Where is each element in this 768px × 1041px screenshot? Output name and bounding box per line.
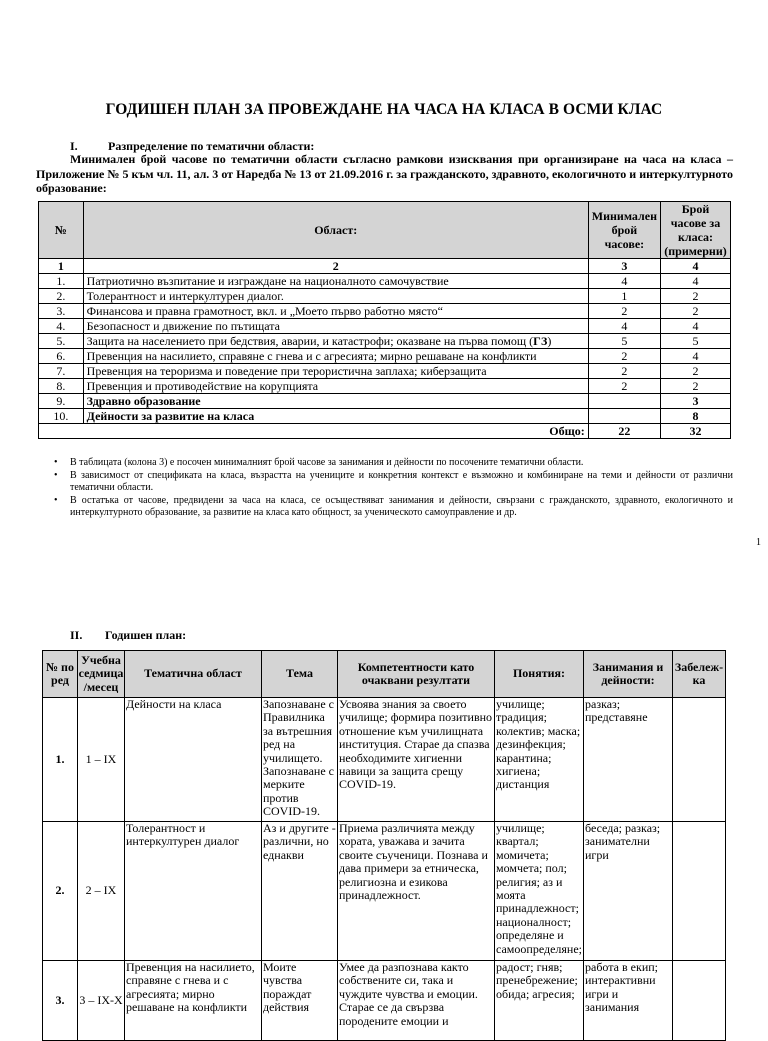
plan-row-topic: Аз и другите - различни, но еднакви (262, 822, 338, 961)
page-number: 1 (756, 537, 761, 548)
plan-header-number: № по ред (43, 651, 78, 698)
table-row (39, 349, 731, 364)
list-item (54, 495, 733, 520)
row-number: 7. (39, 364, 84, 379)
row-min-hours: 2 (588, 304, 660, 319)
plan-row-terms: училище; квартал; момичета; момчета; пол; религия; аз и моята принадлежност; националност; определяне и самоопределяне; (495, 822, 584, 961)
plan-row-area: Толерантност и интеркултурен диалог (125, 822, 262, 961)
plan-row-topic: Запознаване с Правилника за вътрешния ред на училището. Запознаване с мерките против COVID-19. (262, 698, 338, 822)
bullet-icon: • (54, 457, 58, 468)
row-class-hours: 2 (661, 304, 731, 319)
row-area: Финансова и правна грамотност, вкл. и „Моето първо работно място“ (83, 304, 588, 319)
table-row (43, 961, 726, 1041)
row-number: 5. (39, 334, 84, 349)
list-item (54, 470, 733, 495)
row-number: 1. (39, 274, 84, 289)
row-min-hours: 1 (588, 289, 660, 304)
total-class: 32 (661, 424, 731, 439)
table-row (39, 409, 731, 424)
row-number: 3. (39, 304, 84, 319)
table-cell: 4 (661, 259, 731, 274)
row-class-hours: 2 (661, 379, 731, 394)
plan-header-topic: Тема (262, 651, 338, 698)
table-cell: 1 (39, 259, 84, 274)
row-area: Превенция на тероризма и поведение при терористична заплаха; киберзащита (83, 364, 588, 379)
areas-header-class: Брой часове за класа: (примерни) (661, 202, 731, 259)
plan-row-activities: работа в екип; интерактивни игри и занимания (584, 961, 673, 1041)
row-class-hours: 2 (661, 289, 731, 304)
total-min: 22 (588, 424, 660, 439)
section-1-number: I. (70, 139, 78, 153)
areas-index-row (39, 259, 731, 274)
row-area: Безопасност и движение по пътищата (83, 319, 588, 334)
row-class-hours: 2 (661, 364, 731, 379)
plan-row-area: Превенция на насилието, справяне с гнева и с агресията; мирно решаване на конфликти (125, 961, 262, 1041)
plan-row-competences: Усвоява знания за своето училище; формира позитивно отношение към училищната институция. Старае да спазва необходимите хигиенни навици за защита срещу COVID-19. (338, 698, 495, 822)
plan-header-terms: Понятия: (495, 651, 584, 698)
table-row (39, 304, 731, 319)
plan-row-competences: Приема различията между хората, уважава и зачита своите съученици. Познава и дава примери за етническа, религиозна и езикова принадлежност. (338, 822, 495, 961)
plan-header-activities: Занимания и дейности: (584, 651, 673, 698)
plan-row-number: 3. (43, 961, 78, 1041)
plan-header-area: Тематична област (125, 651, 262, 698)
section-2-number: II. (70, 628, 83, 642)
areas-header-area: Област: (83, 202, 588, 259)
table-row (39, 394, 731, 409)
note-text: В таблицата (колона 3) е посочен минималният брой часове за занимания и дейности по посочените тематични области. (70, 457, 584, 468)
bullet-icon: • (54, 469, 58, 481)
table-row (39, 289, 731, 304)
row-area-abbr: ГЗ (533, 334, 548, 348)
row-class-hours: 5 (661, 334, 731, 349)
plan-row-competences: Умее да разпознава както собствените си, така и чуждите чувства и емоции. Старае се да свързва породените емоции и (338, 961, 495, 1041)
table-row (43, 822, 726, 961)
table-row (39, 334, 731, 349)
total-row (39, 424, 731, 439)
row-min-hours: 2 (588, 349, 660, 364)
row-number: 8. (39, 379, 84, 394)
plan-header-competences: Компетентности като очаквани резултати (338, 651, 495, 698)
table-row (43, 698, 726, 822)
row-area: Дейности за развитие на класа (83, 409, 588, 424)
row-area: Толерантност и интеркултурен диалог. (83, 289, 588, 304)
section-1-intro: Минимален брой часове по тематични области съгласно рамкови изисквания при организиране на часа на класа – Приложение № 5 към чл. 11, ал. 3 от Наредба № 13 от 21.09.2016 г. за гражданското, здравното, екологичното и интеркултурното образование: (36, 152, 733, 195)
row-min-hours: 2 (588, 379, 660, 394)
plan-row-activities: беседа; разказ; занимателни игри (584, 822, 673, 961)
plan-row-topic: Моите чувства пораждат действия (262, 961, 338, 1041)
row-min-hours (588, 394, 660, 409)
row-min-hours: 4 (588, 319, 660, 334)
plan-row-note (673, 822, 726, 961)
row-class-hours: 4 (661, 274, 731, 289)
bullet-icon: • (54, 494, 58, 506)
table-row (39, 274, 731, 289)
plan-row-activities: разказ; представяне (584, 698, 673, 822)
row-class-hours: 4 (661, 319, 731, 334)
plan-row-note (673, 698, 726, 822)
table-cell: 2 (83, 259, 588, 274)
areas-table (38, 201, 731, 439)
note-text: В остатъка от часове, предвидени за часа на класа, се осъществяват занимания и дейности, свързани с гражданското, здравното, екологичното и интеркултурното образование, за развитие на класа като общност, за ученическото самоуправление и др. (70, 494, 733, 518)
areas-header-number: № (39, 202, 84, 259)
row-number: 10. (39, 409, 84, 424)
section-2-heading (70, 628, 186, 643)
plan-row-week: 1 – IX (78, 698, 125, 822)
plan-row-terms: радост; гняв; пренебрежение; обида; агресия; (495, 961, 584, 1041)
row-number: 9. (39, 394, 84, 409)
row-area: Здравно образование (83, 394, 588, 409)
table-row (39, 319, 731, 334)
plan-row-note (673, 961, 726, 1041)
row-class-hours: 4 (661, 349, 731, 364)
section-2-title: Годишен план: (105, 628, 187, 642)
plan-row-week: 3 – IX-X (78, 961, 125, 1041)
table-row (39, 379, 731, 394)
document-title: ГОДИШЕН ПЛАН ЗА ПРОВЕЖДАНЕ НА ЧАСА НА КЛАСА В ОСМИ КЛАС (105, 101, 663, 118)
table-row (39, 364, 731, 379)
row-area: Превенция и противодействие на корупцията (83, 379, 588, 394)
plan-row-number: 1. (43, 698, 78, 822)
row-area (83, 334, 588, 349)
notes-list (54, 457, 733, 520)
row-number: 6. (39, 349, 84, 364)
plan-row-week: 2 – IX (78, 822, 125, 961)
row-number: 4. (39, 319, 84, 334)
row-number: 2. (39, 289, 84, 304)
note-text: В зависимост от спецификата на класа, възрастта на учениците и конкретния контекст е възможно и комбиниране на теми и дейности от различни тематични области. (70, 469, 733, 493)
plan-row-number: 2. (43, 822, 78, 961)
plan-row-area: Дейности на класа (125, 698, 262, 822)
annual-plan-table (42, 650, 726, 1041)
row-area-end: ) (547, 334, 552, 348)
areas-header-min: Минимален брой часове: (588, 202, 660, 259)
row-area: Патриотично възпитание и изграждане на националното самочувствие (83, 274, 588, 289)
plan-header-week: Учебна седмица /месец (78, 651, 125, 698)
row-min-hours: 2 (588, 364, 660, 379)
plan-header-notes: Забележ-ка (673, 651, 726, 698)
list-item (54, 457, 733, 470)
total-label: Общо: (39, 424, 589, 439)
section-1-title: Разпределение по тематични области: (108, 139, 315, 153)
row-area-text: Защита на населението при бедствия, аварии, и катастрофи; оказване на първа помощ ( (86, 334, 534, 348)
plan-row-terms: училище; традиция; колектив; маска; дезинфекция; карантина; хигиена; дистанция (495, 698, 584, 822)
table-cell: 3 (588, 259, 660, 274)
row-class-hours: 8 (661, 409, 731, 424)
row-min-hours (588, 409, 660, 424)
row-class-hours: 3 (661, 394, 731, 409)
row-min-hours: 4 (588, 274, 660, 289)
row-area: Превенция на насилието, справяне с гнева и с агресията; мирно решаване на конфликти (83, 349, 588, 364)
row-min-hours: 5 (588, 334, 660, 349)
